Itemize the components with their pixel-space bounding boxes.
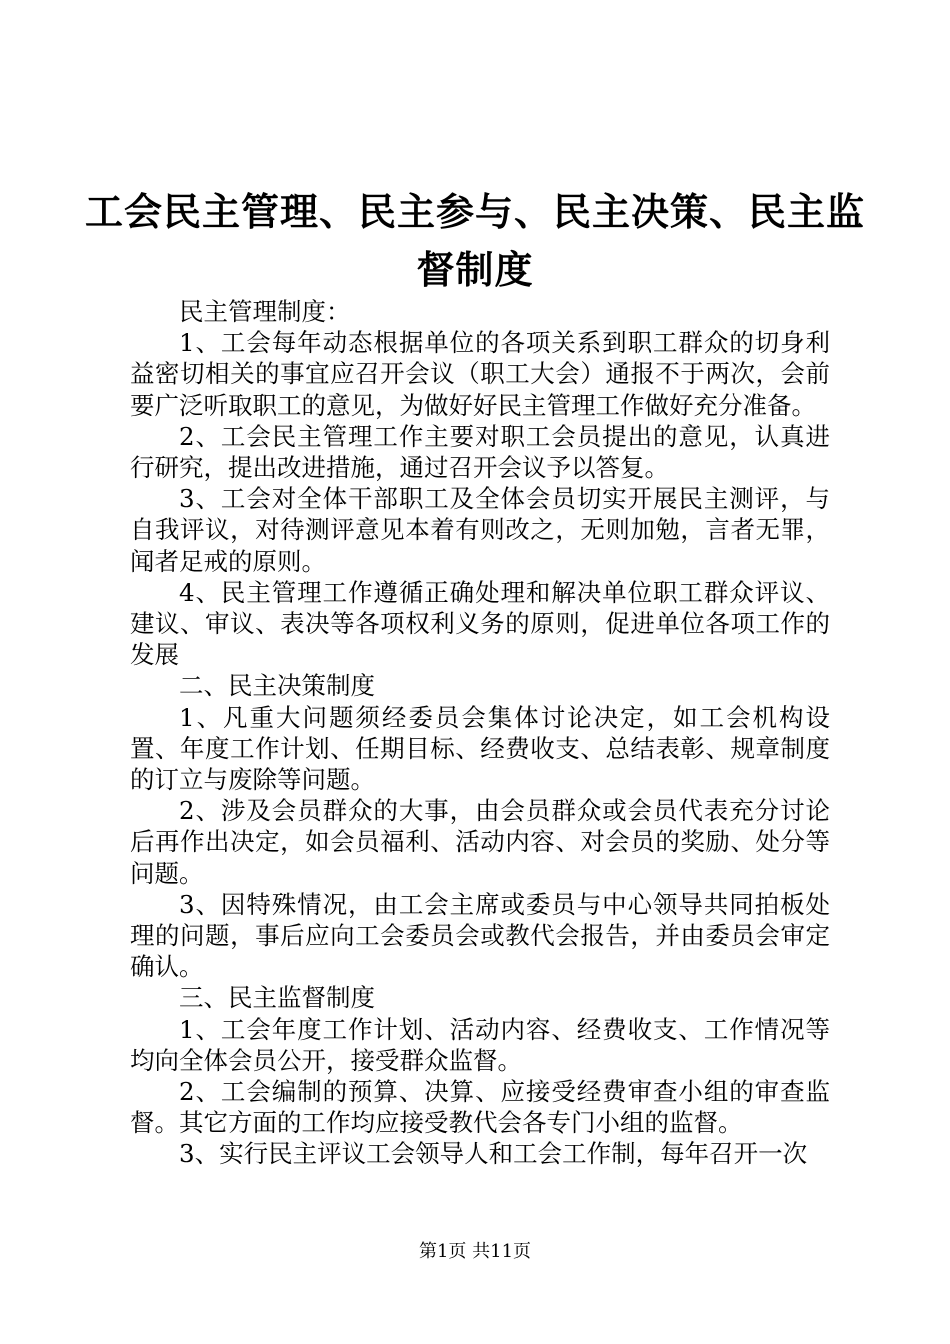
title-line-2: 督制度 bbox=[416, 247, 534, 292]
paragraph: 1、工会年度工作计划、活动内容、经费收支、工作情况等均向全体会员公开，接受群众监督。 bbox=[130, 1014, 830, 1075]
paragraph: 3、因特殊情况，由工会主席或委员与中心领导共同拍板处理的问题，事后应向工会委员会或教代会报告，并由委员会审定确认。 bbox=[130, 889, 830, 982]
document-body bbox=[130, 296, 830, 1170]
paragraph: 1、工会每年动态根据单位的各项关系到职工群众的切身利益密切相关的事宜应召开会议（职工大会）通报不于两次，会前要广泛听取职工的意见，为做好好民主管理工作做好充分准备。 bbox=[130, 328, 830, 420]
paragraph: 3、实行民主评议工会领导人和工会工作制，每年召开一次 bbox=[179, 1139, 808, 1169]
title-line-1: 工会民主管理、民主参与、民主决策、民主监 bbox=[84, 189, 865, 234]
page-footer bbox=[0, 1240, 950, 1264]
paragraph: 4、民主管理工作遵循正确处理和解决单位职工群众评议、建议、审议、表决等各项权利义务的原则，促进单位各项工作的发展 bbox=[130, 577, 830, 670]
paragraph: 2、涉及会员群众的大事，由会员群众或会员代表充分讨论后再作出决定，如会员福利、活动内容、对会员的奖励、处分等问题。 bbox=[130, 796, 830, 888]
section-heading-democratic-supervision: 三、民主监督制度 bbox=[179, 983, 375, 1013]
document-title bbox=[0, 183, 950, 299]
paragraph: 2、工会编制的预算、决算、应接受经费审查小组的审查监督。其它方面的工作均应接受教代会各专门小组的监督。 bbox=[130, 1077, 830, 1138]
paragraph: 1、凡重大问题须经委员会集体讨论决定，如工会机构设置、年度工作计划、任期目标、经费收支、总结表彰、规章制度的订立与废除等问题。 bbox=[130, 702, 830, 795]
page-number: 第1页 共11页 bbox=[418, 1241, 532, 1262]
paragraph: 3、工会对全体干部职工及全体会员切实开展民主测评，与自我评议，对待测评意见本着有则改之，无则加勉，言者无罪，闻者足戒的原则。 bbox=[130, 484, 830, 576]
section-heading-democratic-decision: 二、民主决策制度 bbox=[179, 671, 375, 701]
paragraph: 2、工会民主管理工作主要对职工会员提出的意见，认真进行研究，提出改进措施，通过召开会议予以答复。 bbox=[130, 421, 830, 483]
section-heading-democratic-management: 民主管理制度： bbox=[179, 297, 351, 326]
